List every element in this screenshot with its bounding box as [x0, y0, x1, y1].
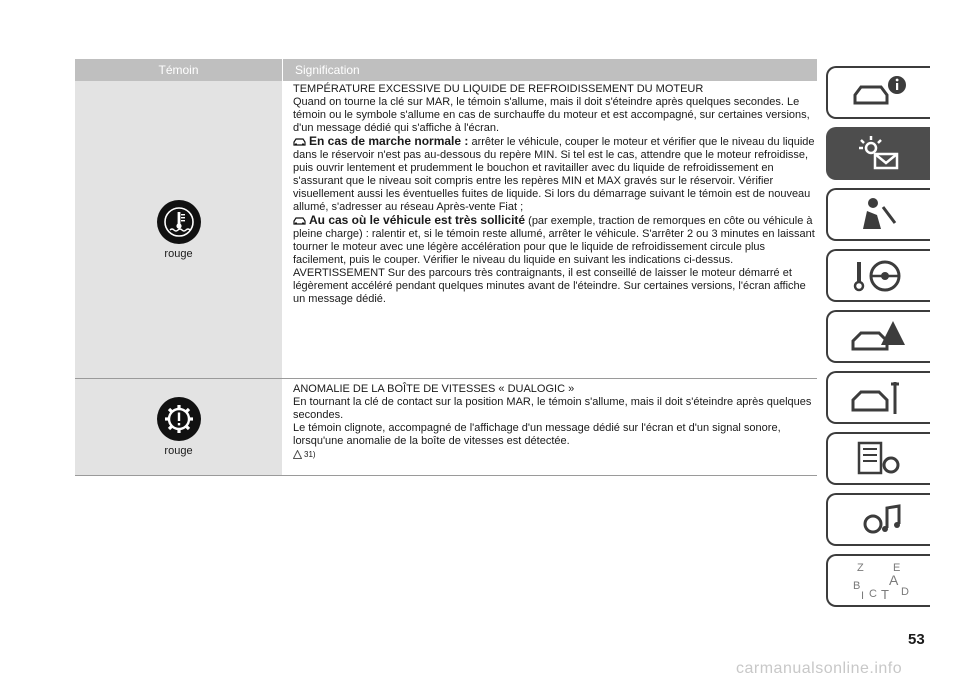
alphabetical-index-icon	[849, 559, 909, 603]
index-letter: I	[861, 589, 865, 602]
coolant-temperature-icon	[157, 200, 201, 244]
paragraph: Le témoin clignote, accompagné de l'affichage d'un message dédié sur l'écran et d'un signal sonore, lorsqu'une anomalie de la boîte de vitesses est détectée.	[293, 422, 781, 447]
car-icon	[293, 137, 306, 146]
tab-emergency[interactable]	[826, 310, 930, 363]
warning-triangle-icon	[293, 450, 302, 459]
bullet-normal	[293, 135, 817, 214]
description-cell	[282, 379, 817, 475]
tab-maintenance[interactable]	[826, 371, 930, 424]
bullet-title: En cas de marche normale :	[309, 134, 469, 148]
tab-safety[interactable]	[826, 188, 930, 241]
table-row	[75, 81, 817, 379]
icon-cell	[75, 81, 282, 378]
index-letter: C	[869, 587, 877, 600]
icon-cell	[75, 379, 282, 475]
bullet-text: arrêter le véhicule, couper le moteur et vérifier que le niveau du liquide dans le réservoir n'est pas au-dessous du repère MIN. Si tel est le cas, attendre que le moteur refroidisse, puis ouvrir lentement et prudemment le bouchon et ravitailler avec du liquide de refroidissement en s'assurant que le niveau soit compris entre les repères MIN et MAX gravés sur le réservoir. Vérifier visuellement aussi les éventuelles fuites de liquide. Si lors du démarrage suivant le témoin est de nouveau allumé, s'adresser au réseau Après-vente Fiat ;	[293, 136, 815, 213]
tab-starting-driving[interactable]	[826, 249, 930, 302]
description-cell	[282, 81, 817, 378]
page-number: 53	[908, 631, 925, 648]
index-letter: Z	[857, 561, 864, 574]
index-letter: T	[881, 586, 889, 602]
bullet-heavy-load	[293, 214, 817, 267]
car-maintenance-icon	[849, 376, 909, 420]
paragraph: En tournant la clé de contact sur la position MAR, le témoin s'allume, mais il doit s'éteindre après quelques secondes.	[293, 396, 812, 421]
table-header	[75, 59, 817, 81]
car-accident-icon	[849, 315, 909, 359]
warning-lights-table	[75, 59, 817, 476]
table-row	[75, 379, 817, 476]
warning-reference[interactable]	[293, 448, 316, 461]
tab-multimedia[interactable]	[826, 493, 930, 546]
seat-airbag-icon	[849, 193, 909, 237]
color-label: rouge	[164, 445, 193, 457]
warning-paragraph: AVERTISSEMENT Sur des parcours très contraignants, il est conseillé de laisser le moteur démarré et légèrement accéléré pendant quelques minutes avant de l'éteindre. Sur certaines versions, l'écran affiche un message dédié.	[293, 267, 806, 305]
gearbox-fault-icon	[157, 397, 201, 441]
warning-light-message-icon	[849, 132, 909, 176]
index-letter: E	[893, 561, 901, 574]
tab-warning-lights[interactable]	[826, 127, 930, 180]
watermark: carmanualsonline.info	[736, 660, 903, 677]
multimedia-icon	[849, 498, 909, 542]
paragraph: Quand on tourne la clé sur MAR, le témoin s'allume, mais il doit s'éteindre après quelques secondes. Le témoin ou le symbole s'allume en cas de surchauffe du moteur et est accompagné, sur certaines versions, d'un message dédié qui s'affiche à l'écran.	[293, 96, 810, 134]
car-icon	[293, 216, 306, 225]
row-title: TEMPÉRATURE EXCESSIVE DU LIQUIDE DE REFROIDISSEMENT DU MOTEUR	[293, 83, 704, 95]
tab-car-info[interactable]	[826, 66, 930, 119]
bullet-title: Au cas où le véhicule est très sollicité	[309, 213, 526, 227]
warning-ref-number: 31)	[304, 450, 316, 459]
index-letter: B	[853, 579, 861, 592]
specifications-gear-icon	[849, 437, 909, 481]
index-letter: A	[889, 571, 899, 588]
tab-index[interactable]	[826, 554, 930, 607]
car-info-icon	[849, 71, 909, 115]
bullet-text: (par exemple, traction de remorques en côte ou véhicule à pleine charge) : ralentir et, si le témoin reste allumé, arrêter le véhicule. S'arrêter 2 ou 3 minutes en laissant tourner le moteur avec une légère accélération pour que le liquide de refroidissement circule plus facilement, puis le couper. Vérifier le niveau du liquide en suivant les indications ci-dessus.	[293, 215, 815, 266]
tab-specifications[interactable]	[826, 432, 930, 485]
header-temoin: Témoin	[158, 63, 199, 77]
header-signification: Signification	[282, 59, 817, 81]
steering-wheel-key-icon	[849, 254, 909, 298]
color-label: rouge	[164, 247, 193, 260]
index-letter: D	[901, 585, 909, 598]
row-title: ANOMALIE DE LA BOÎTE DE VITESSES « DUALOGIC »	[293, 383, 575, 395]
